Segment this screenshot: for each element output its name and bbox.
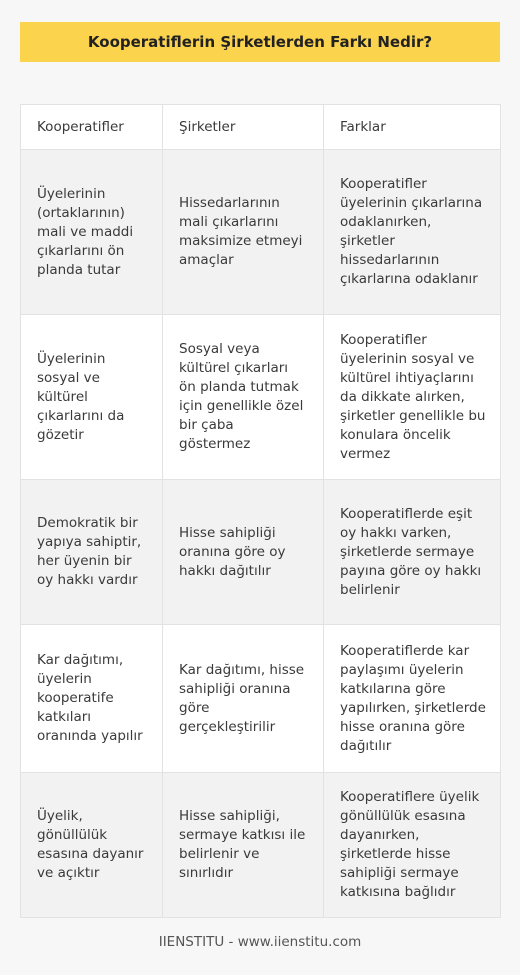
table-header-row: [21, 105, 501, 150]
title-banner: [20, 22, 500, 62]
table-cell: Kar dağıtımı, üyelerin kooperatife katkıları oranında yapılır: [21, 625, 163, 773]
column-header-farklar: Farklar: [324, 105, 501, 150]
table-cell: Demokratik bir yapıya sahiptir, her üyenin bir oy hakkı vardır: [21, 480, 163, 625]
table-cell: Üyelik, gönüllülük esasına dayanır ve açıktır: [21, 773, 163, 918]
page-title: Kooperatiflerin Şirketlerden Farkı Nedir?: [87, 33, 433, 51]
table-cell: Hisse sahipliği, sermaye katkısı ile belirlenir ve sınırlıdır: [163, 773, 324, 918]
table-cell: Sosyal veya kültürel çıkarları ön planda tutmak için genellikle özel bir çaba göstermez: [163, 315, 324, 480]
table-cell: Kar dağıtımı, hisse sahipliği oranına göre gerçekleştirilir: [163, 625, 324, 773]
table-cell: Kooperatiflere üyelik gönüllülük esasına dayanırken, şirketlerde hisse sahipliği sermaye katkısına bağlıdır: [324, 773, 501, 918]
table-row: [21, 625, 501, 773]
table-cell: Kooperatifler üyelerinin sosyal ve kültürel ihtiyaçlarını da dikkate alırken, şirketler genellikle bu konulara öncelik vermez: [324, 315, 501, 480]
footer-credit: IIENSTITU - www.iienstitu.com: [158, 934, 362, 950]
table-row: [21, 150, 501, 315]
table-cell: Kooperatiflerde eşit oy hakkı varken, şirketlerde sermaye payına göre oy hakkı belirlenir: [324, 480, 501, 625]
table-cell: Kooperatiflerde kar paylaşımı üyelerin katkılarına göre yapılırken, şirketlerde hisse oranına göre dağıtılır: [324, 625, 501, 773]
table-cell: Hissedarlarının mali çıkarlarını maksimize etmeyi amaçlar: [163, 150, 324, 315]
table-cell: Üyelerinin (ortaklarının) mali ve maddi çıkarlarını ön planda tutar: [21, 150, 163, 315]
column-header-kooperatifler: Kooperatifler: [21, 105, 163, 150]
column-header-sirketler: Şirketler: [163, 105, 324, 150]
comparison-table: [20, 104, 501, 918]
table-row: [21, 315, 501, 480]
table-cell: Kooperatifler üyelerinin çıkarlarına odaklanırken, şirketler hissedarlarının çıkarlarına odaklanır: [324, 150, 501, 315]
table-row: [21, 480, 501, 625]
table-cell: Üyelerinin sosyal ve kültürel çıkarlarını da gözetir: [21, 315, 163, 480]
table-row: [21, 773, 501, 918]
table-cell: Hisse sahipliği oranına göre oy hakkı dağıtılır: [163, 480, 324, 625]
